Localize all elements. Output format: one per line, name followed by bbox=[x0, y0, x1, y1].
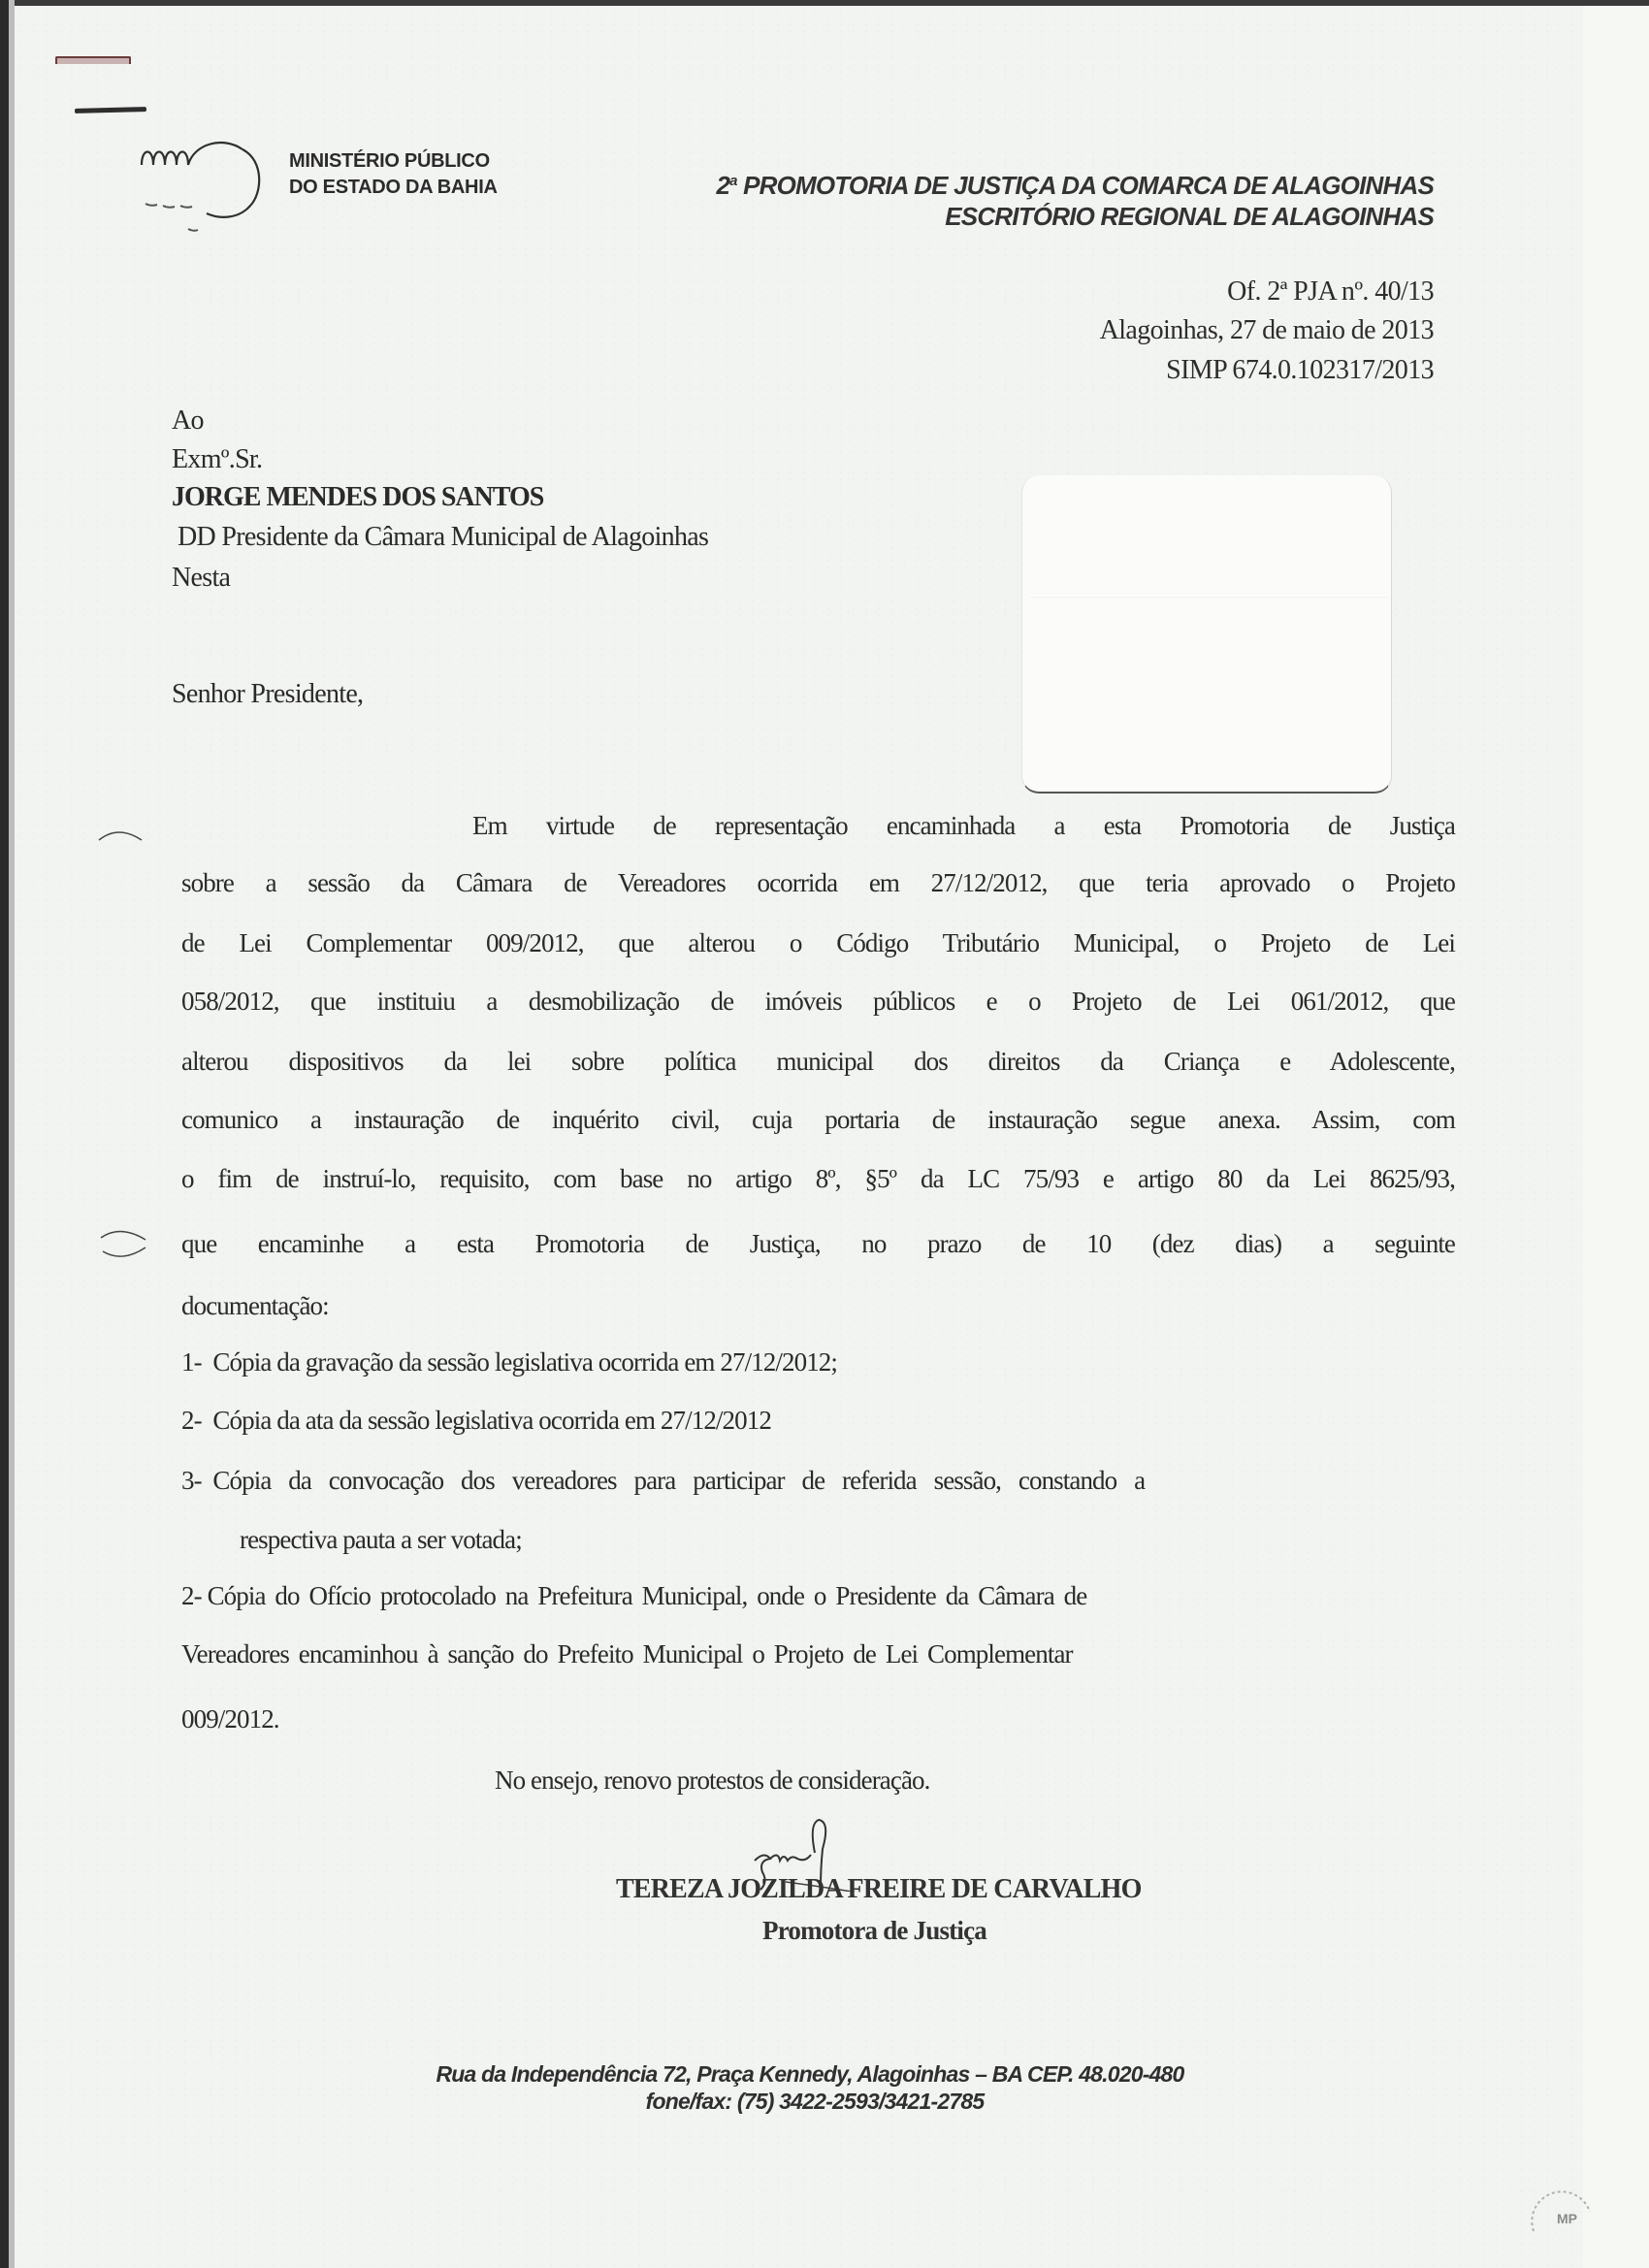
office-subtitle: ESCRITÓRIO REGIONAL DE ALAGOINHAS bbox=[945, 202, 1434, 231]
body-line: alterou dispositivos da lei sobre política municipal dos direitos da Criança e Adolescente, bbox=[181, 1047, 1455, 1076]
list-item bbox=[181, 1406, 1455, 1436]
institution-name-line2: DO ESTADO DA BAHIA bbox=[289, 177, 498, 198]
scan-edge-left bbox=[0, 0, 9, 2268]
scan-edge-right bbox=[1583, 6, 1649, 2268]
list-item-number: 2- bbox=[181, 1581, 202, 1610]
signer-name: TEREZA JOZILDA FREIRE DE CARVALHO bbox=[616, 1874, 1142, 1904]
list-item-text: Cópia da convocação dos vereadores para participar de referida sessão, constando a bbox=[212, 1466, 1146, 1495]
staple-mark bbox=[55, 56, 131, 64]
stamp-mark: MP bbox=[1557, 2211, 1577, 2226]
list-item-number: 3- bbox=[181, 1466, 202, 1495]
list-item-number: 2- bbox=[181, 1406, 202, 1435]
staple-mark bbox=[75, 107, 146, 113]
body-line: Em virtude de representação encaminhada a esta Promotoria de Justiça bbox=[472, 811, 1455, 840]
list-item bbox=[181, 1347, 1455, 1377]
addressee-title: DD Presidente da Câmara Municipal de Alagoinhas bbox=[178, 522, 709, 552]
list-item-continuation: Vereadores encaminhou à sanção do Prefeito Municipal o Projeto de Lei Complementar bbox=[181, 1639, 1073, 1669]
list-item-number: 1- bbox=[181, 1347, 202, 1377]
list-item bbox=[181, 1581, 1455, 1611]
margin-mark-icon bbox=[97, 1222, 155, 1271]
body-line: comunico a instauração de inquérito civil, cuja portaria de instauração segue anexa. Assim, com bbox=[181, 1105, 1455, 1134]
simp-number: SIMP 674.0.102317/2013 bbox=[1166, 355, 1434, 385]
body-line: que encaminhe a esta Promotoria de Justiça, no prazo de 10 (dez dias) a seguinte bbox=[181, 1229, 1455, 1258]
addressee-location: Nesta bbox=[172, 563, 231, 593]
body-line: 058/2012, que instituiu a desmobilização de imóveis públicos e o Projeto de Lei 061/2012, que bbox=[181, 987, 1455, 1016]
signer-role: Promotora de Justiça bbox=[762, 1916, 986, 1945]
addressee-name: JORGE MENDES DOS SANTOS bbox=[172, 482, 544, 512]
place-date: Alagoinhas, 27 de maio de 2013 bbox=[1099, 315, 1434, 345]
addressee-prefix: Ao bbox=[172, 405, 204, 436]
addressee-honorific: Exmº.Sr. bbox=[172, 444, 263, 474]
office-ordinal: 2 bbox=[716, 171, 730, 200]
body-line: o fim de instruí-lo, requisito, com base no artigo 8º, §5º da LC 75/93 e artigo 80 da Lei 8625/93, bbox=[181, 1164, 1455, 1193]
list-item bbox=[181, 1466, 1455, 1496]
ministerio-publico-logo-icon bbox=[134, 136, 279, 243]
protocol-stamp-icon bbox=[1528, 2173, 1596, 2241]
body-line: documentação: bbox=[181, 1291, 329, 1320]
oficio-number: Of. 2ª PJA nº. 40/13 bbox=[1227, 276, 1434, 307]
list-item-text: Cópia da gravação da sessão legislativa ocorrida em 27/12/2012; bbox=[212, 1347, 837, 1377]
list-item-text: Cópia do Ofício protocolado na Prefeitura Municipal, onde o Presidente da Câmara de bbox=[207, 1581, 1087, 1610]
salutation: Senhor Presidente, bbox=[172, 679, 364, 709]
institution-name bbox=[289, 148, 498, 201]
list-item-text: Cópia da ata da sessão legislativa ocorrida em 27/12/2012 bbox=[212, 1406, 771, 1435]
body-line: sobre a sessão da Câmara de Vereadores ocorrida em 27/12/2012, que teria aprovado o Projeto bbox=[181, 868, 1455, 897]
margin-mark-icon bbox=[97, 825, 146, 844]
footer-address: Rua da Independência 72, Praça Kennedy, Alagoinhas – BA CEP. 48.020-480 bbox=[436, 2061, 1184, 2087]
footer-phone: fone/fax: (75) 3422-2593/3421-2785 bbox=[645, 2089, 985, 2114]
institution-name-line1: MINISTÉRIO PÚBLICO bbox=[289, 150, 490, 172]
sticker-divider bbox=[1030, 596, 1389, 598]
closing-line: No ensejo, renovo protestos de consideração. bbox=[495, 1766, 930, 1795]
scan-edge-shadow bbox=[9, 0, 15, 2268]
office-ordinal-sup: a bbox=[729, 173, 737, 189]
office-title bbox=[716, 171, 1434, 201]
list-item-continuation: respectiva pauta a ser votada; bbox=[240, 1525, 522, 1554]
office-title-text: PROMOTORIA DE JUSTIÇA DA COMARCA DE ALAGOINHAS bbox=[736, 171, 1434, 200]
body-line: de Lei Complementar 009/2012, que alterou o Código Tributário Municipal, o Projeto de Lei bbox=[181, 928, 1455, 957]
blank-label-sticker bbox=[1021, 475, 1392, 794]
list-item-continuation: 009/2012. bbox=[181, 1704, 279, 1733]
scan-edge-top bbox=[0, 0, 1649, 6]
